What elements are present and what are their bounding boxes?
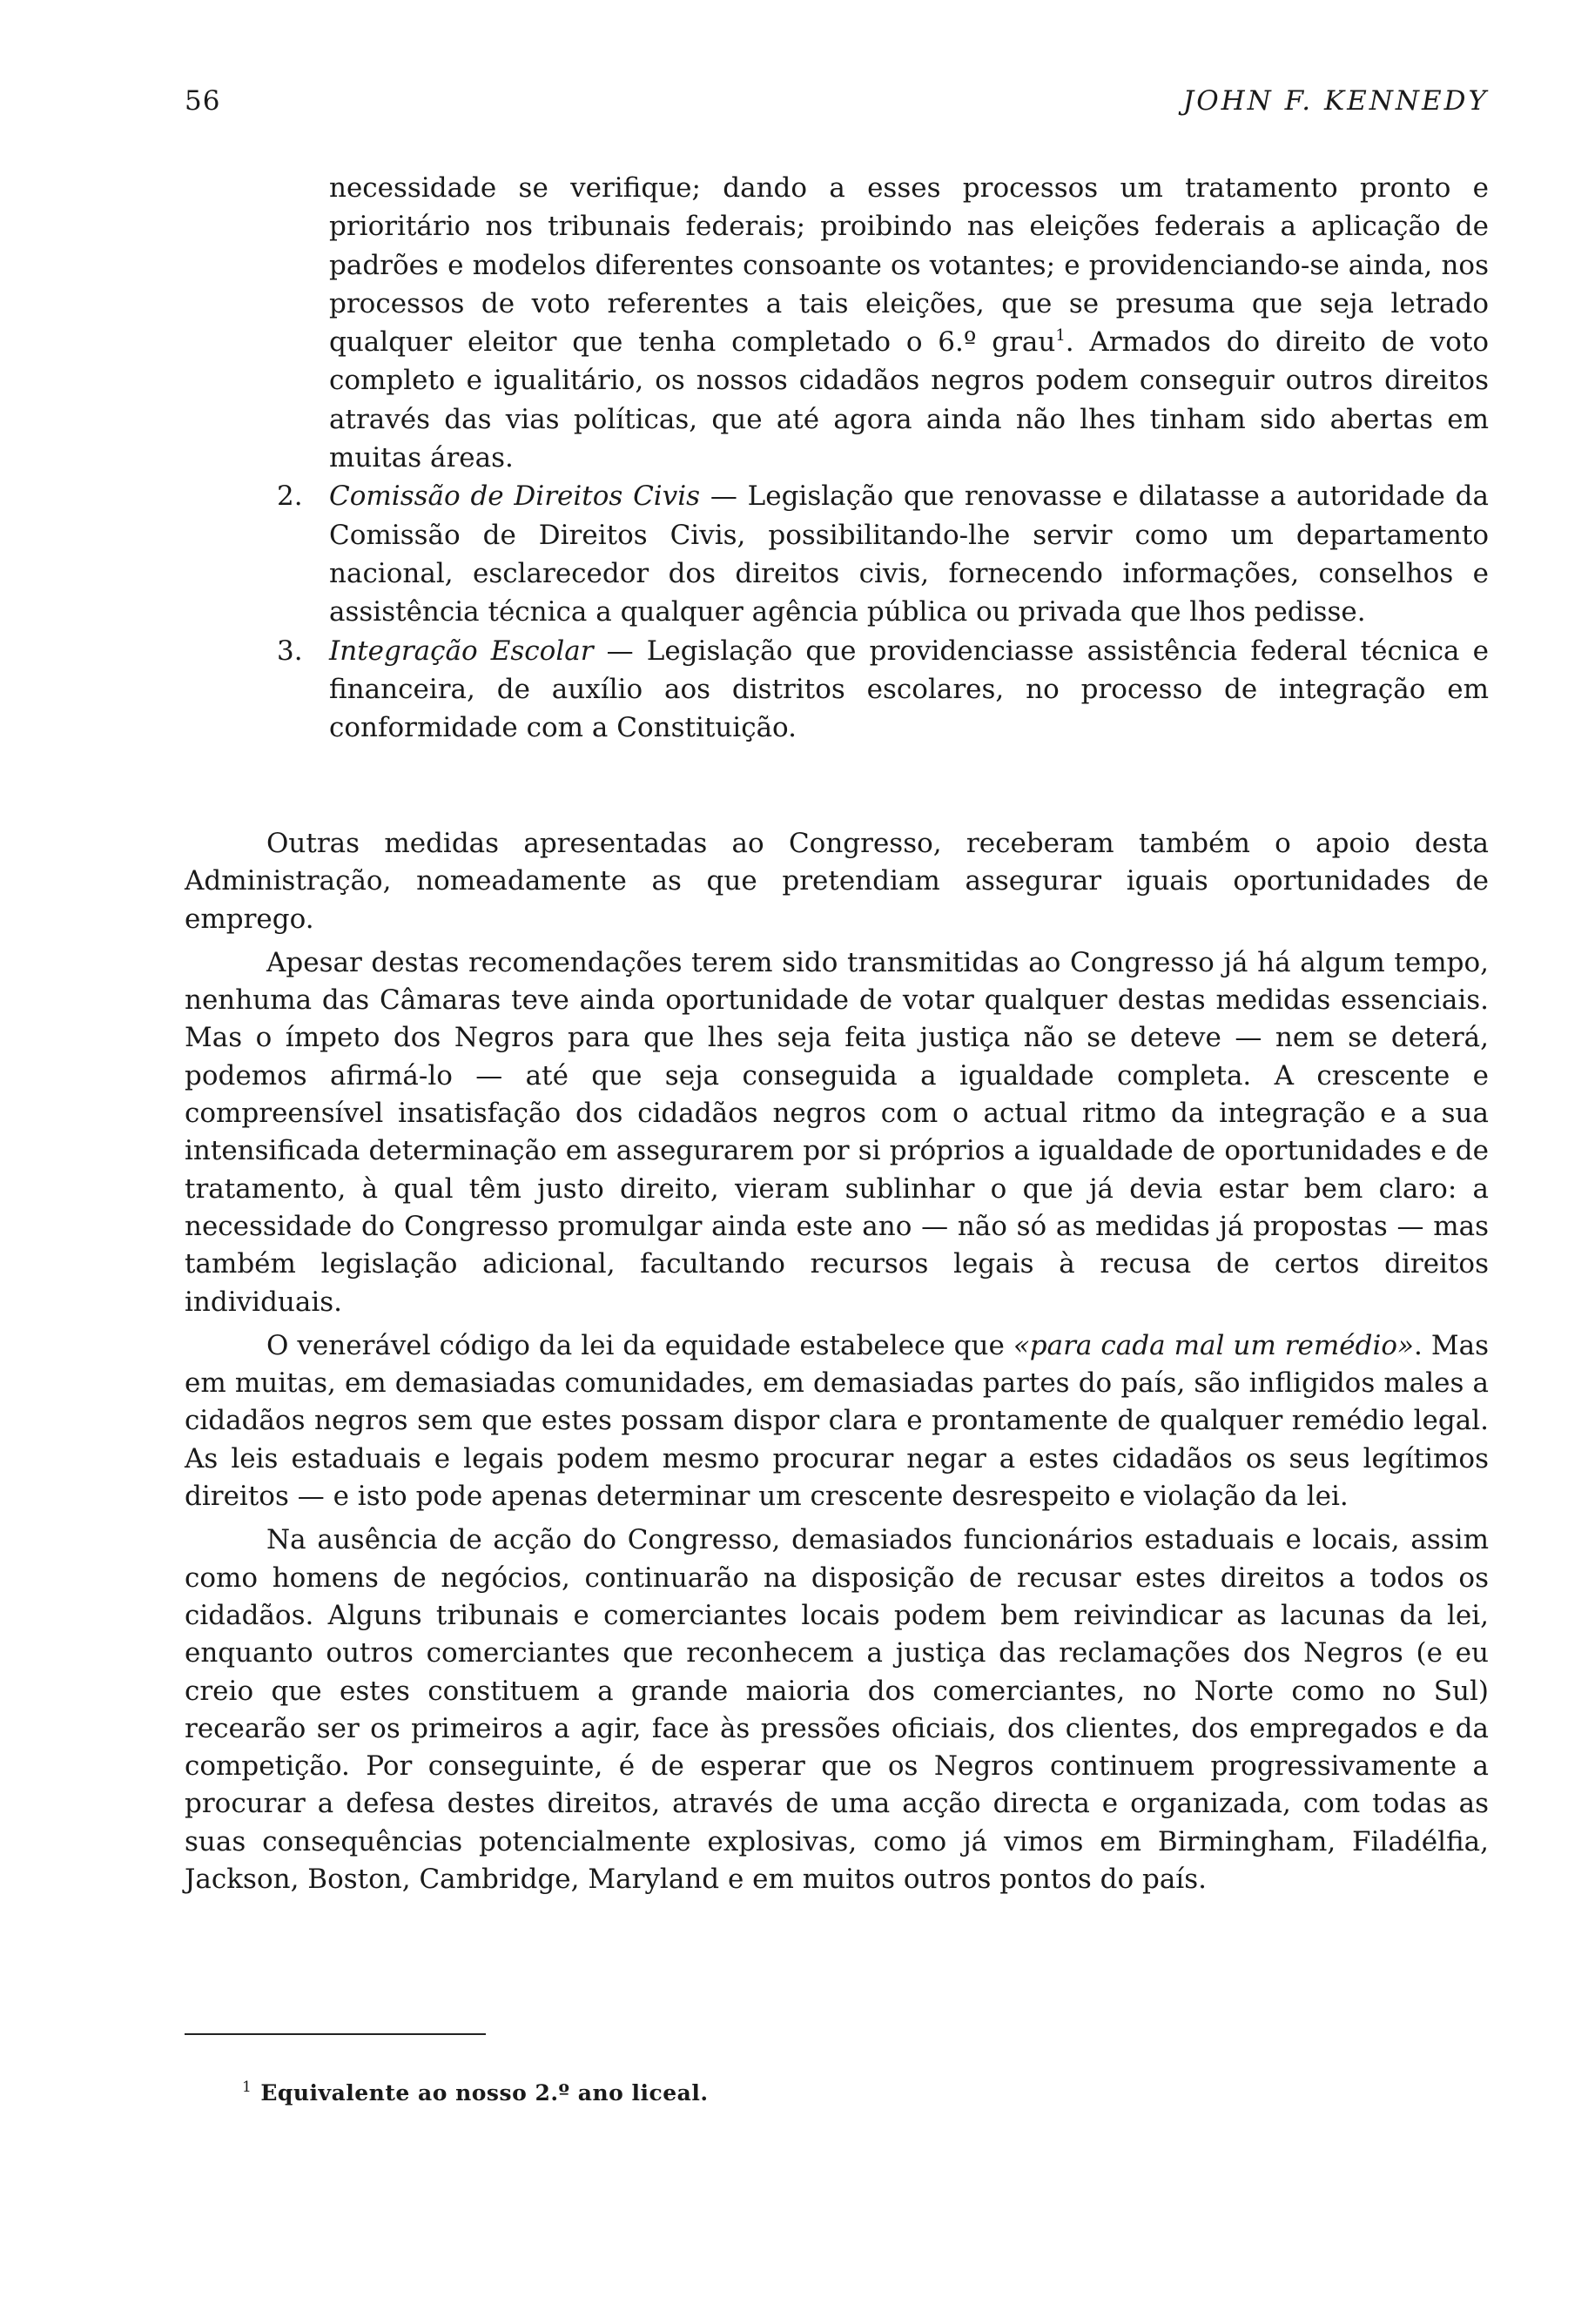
footnote-mark: 1	[242, 2079, 252, 2096]
body-text	[185, 825, 1489, 1904]
quotation: «para cada mal um remédio»	[1013, 1329, 1414, 1361]
footnote	[242, 2080, 709, 2106]
list-item-number: 2.	[277, 480, 303, 513]
list-item-text: — Legislação que providenciasse assistência federal técnica e financeira, de auxílio aos distritos escolares, no processo de integração em conformidade com a Constituição.	[329, 635, 1489, 744]
footnote-divider	[185, 2033, 486, 2035]
list-continuation-text-end: . Armados do direito de voto completo e igualitário, os nossos cidadãos negros podem conseguir outros direitos através das vias políticas, que até agora ainda não lhes tinham sido abertas em muitas áreas.	[329, 326, 1489, 474]
list-item	[277, 632, 1489, 748]
footnote-text: Equivalente ao nosso 2.º ano liceal.	[260, 2080, 709, 2106]
paragraph	[185, 1327, 1489, 1515]
list-item-title: Comissão de Direitos Civis	[329, 480, 701, 513]
paragraph: Na ausência de acção do Congresso, demasiados funcionários estaduais e locais, assim como homens de negócios, continuarão na disposição de recusar estes direitos a todos os cidadãos. Alguns tribunais e comerciantes locais podem bem reivindicar as lacunas da lei, enquanto outros comerciantes que reconhecem a justiça das reclamações dos Negros (e eu creio que estes constituem a grande maioria dos comerciantes, no Norte como no Sul) recearão ser os primeiros a agir, face às pressões oficiais, dos clientes, dos empregados e da competição. Por conseguinte, é de esperar que os Negros continuem progressivamente a procurar a defesa destes direitos, através de uma acção directa e organizada, com todas as suas consequências potencialmente explosivas, como já vimos em Birmingham, Filadélfia, Jackson, Boston, Cambridge, Maryland e em muitos outros pontos do país.	[185, 1524, 1489, 1896]
list-item-number: 3.	[277, 635, 303, 667]
list-continuation	[329, 169, 1489, 477]
paragraph-text: O venerável código da lei da equidade estabelece que	[266, 1329, 1013, 1361]
page-number: 56	[185, 85, 221, 117]
running-head: JOHN F. KENNEDY	[1182, 85, 1489, 117]
paragraph: Outras medidas apresentadas ao Congresso, receberam também o apoio desta Administração, nomeadamente as que pretendiam assegurar iguais oportunidades de emprego.	[185, 828, 1489, 935]
list-continuation-text: necessidade se verifique; dando a esses processos um tratamento pronto e prioritário nos tribunais federais; proibindo nas eleições federais a aplicação de padrões e modelos diferentes consoante os votantes; e providenciando-se ainda, nos processos de voto referentes a tais eleições, que se presuma que seja letrado qualquer eleitor que tenha completado o 6.º grau	[329, 172, 1489, 359]
paragraph-text-end: . Mas em muitas, em demasiadas comunidades, em demasiadas partes do país, são infligidos males a cidadãos negros sem que estes possam dispor clara e prontamente de qualquer remédio legal. As leis estaduais e legais podem mesmo procurar negar a estes cidadãos os seus legítimos direitos — e isto pode apenas determinar um crescente desrespeito e violação da lei.	[185, 1329, 1489, 1513]
footnote-reference[interactable]: 1	[1055, 326, 1066, 346]
list-item-text: — Legislação que renovasse e dilatasse a autoridade da Comissão de Direitos Civis, possibilitando-lhe servir como um departamento nacional, esclarecedor dos direitos civis, fornecendo informações, conselhos e assistência técnica a qualquer agência pública ou privada que lhos pedisse.	[329, 480, 1489, 628]
list-item	[277, 477, 1489, 631]
paragraph: Apesar destas recomendações terem sido transmitidas ao Congresso já há algum tempo, nenhuma das Câmaras teve ainda oportunidade de votar qualquer destas medidas essenciais. Mas o ímpeto dos Negros para que lhes seja feita justiça não se deteve — nem se deterá, podemos afirmá-lo — até que seja conseguida a igualdade completa. A crescente e compreensível insatisfação dos cidadãos negros com o actual ritmo da integração e a sua intensificada determinação em assegurarem por si próprios a igualdade de oportunidades e de tratamento, à qual têm justo direito, vieram sublinhar o que já devia estar bem claro: a necessidade do Congresso promulgar ainda este ano — não só as medidas já propostas — mas também legislação adicional, facultando recursos legais à recusa de certos direitos individuais.	[185, 946, 1489, 1318]
numbered-list	[277, 169, 1489, 747]
page-header	[185, 85, 1489, 129]
list-item-title: Integração Escolar	[329, 635, 594, 667]
